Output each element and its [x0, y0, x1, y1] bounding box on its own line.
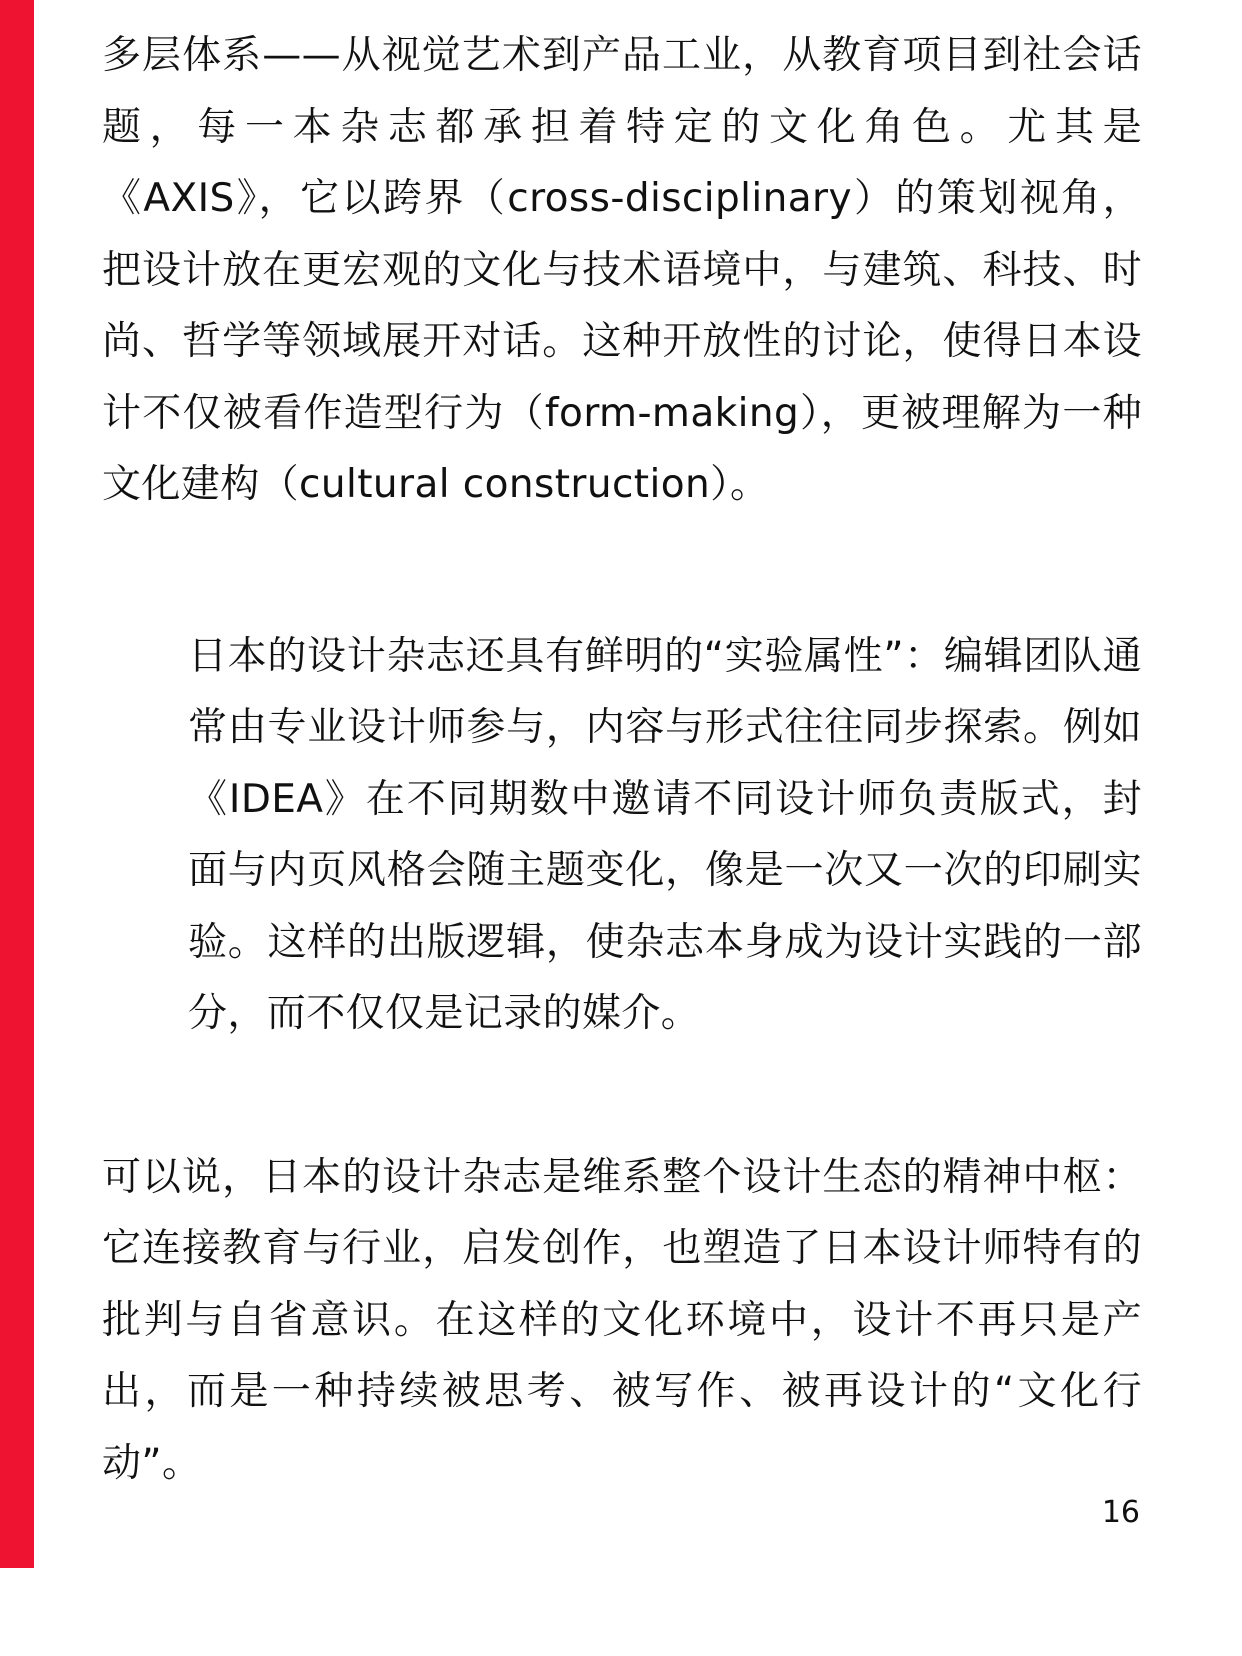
body-paragraph-1: 多层体系——从视觉艺术到产品工业，从教育项目到社会话题，每一本杂志都承担着特定的文化角色。尤其是《AXIS》，它以跨界（cross-disciplinary）的策划视角，把设计放在更宏观的文化与技术语境中，与建筑、科技、时尚、哲学等领域展开对话。这种开放性的讨论，使得日本设计不仅被看作造型行为（form-making），更被理解为一种文化建构（cultural construction）。 — [102, 33, 1142, 507]
page-number: 16 — [1101, 1495, 1140, 1530]
body-paragraph-3: 可以说，日本的设计杂志是维系整个设计生态的精神中枢：它连接教育与行业，启发创作，也塑造了日本设计师特有的批判与自省意识。在这样的文化环境中，设计不再只是产出，而是一种持续被思考、被写作、被再设计的“文化行动”。 — [102, 1154, 1142, 1486]
accent-side-bar — [0, 0, 34, 1568]
body-paragraph-2-indented: 日本的设计杂志还具有鲜明的“实验属性”：编辑团队通常由专业设计师参与，内容与形式往往同步探索。例如《IDEA》在不同期数中邀请不同设计师负责版式，封面与内页风格会随主题变化，像是一次又一次的印刷实验。这样的出版逻辑，使杂志本身成为设计实践的一部分，而不仅仅是记录的媒介。 — [188, 633, 1142, 1036]
page-content — [102, 20, 1142, 1499]
